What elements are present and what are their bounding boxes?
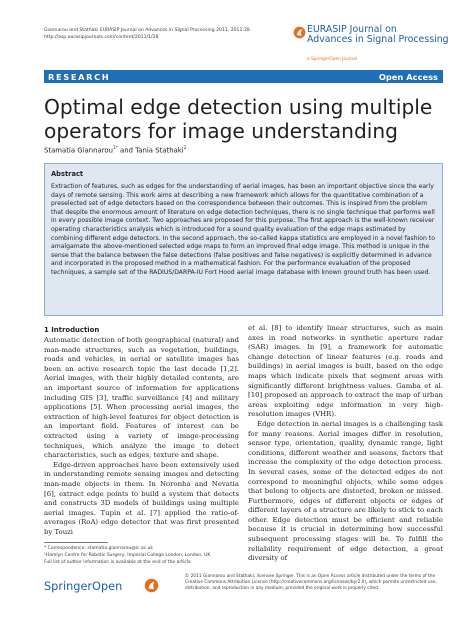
springeropen-wordmark: SpringerOpen — [44, 580, 123, 593]
body-paragraph: et al. [8] to identify linear structures, such as main axes in road networks in synthetic aperture radar (SAR) images. In [9], a framework for automatic change detection of linear features (e.g. roads and buildings) in aerial images is built, based on the edge maps which indicate pixels that segment areas with significantly different brightness values. Gamba et al. [10] proposed an approach to extract the map of urban areas exploiting edge information in very high-resolution images (VHR). — [248, 324, 443, 419]
abstract-box — [44, 163, 443, 316]
journal-name-line2: Advances in Signal Processing — [307, 34, 449, 46]
abstract-heading: Abstract — [51, 170, 84, 178]
journal-name-line1: EURASIP Journal on — [307, 24, 397, 35]
article-type-label: RESEARCH — [48, 71, 111, 82]
section-heading-introduction: 1 Introduction — [44, 326, 100, 334]
correspondence-note[interactable]: * Correspondence: stamatia.giannarou@ic.ac.uk — [44, 546, 154, 551]
article-type-banner — [44, 70, 443, 83]
springeropen-logo[interactable] — [44, 578, 164, 596]
springer-horse-icon — [144, 578, 159, 593]
author-2[interactable]: and Tania Stathaki — [117, 146, 184, 155]
article-url-link[interactable]: http://asp.eurasipjournals.com/content/2011/1/28 — [44, 35, 159, 41]
body-paragraph: Automatic detection of both geographical (natural) and man-made structures, such as vegetation, buildings, roads and vehicles, in aerial or satellite images has been an active research topic the last decade [1,2]. Aerial images, with their highly detailed contents, are an important source of information for applications including GIS [3], traffic surveillance [4] and military applications [5]. When processing aerial images, the extraction of high-level features for object detection is an important field. Features of interest can be extracted using a variety of image-processing techniques, which analyze the image to detect characteristics, such as edges, texture and shape. — [44, 336, 239, 460]
author-2-affiliation-mark: 2 — [183, 146, 187, 151]
footnotes — [44, 546, 244, 567]
footnote-divider — [44, 542, 108, 543]
author-1[interactable]: Stamatia Giannarou — [44, 146, 113, 155]
running-header — [44, 27, 250, 41]
author-line — [44, 146, 186, 154]
body-paragraph: Edge-driven approaches have been extensively used in understanding remote sensing images and detecting man-made objects in them. In Noronha and Nevatia [6], extract edge points to build a system that detects and constructs 3D models of buildings using multiple aerial images. Tupin et al. [7] applied the ratio-of-averages (RoA) edge detector that was first presented by Touzi — [44, 460, 239, 536]
author-1-affiliation-mark: 1* — [112, 146, 118, 151]
body-column-left — [44, 324, 239, 537]
abstract-text: Extraction of features, such as edges for the understanding of aerial images, has been an important objective since the early days of remote sensing. This work aims at describing a new framework which allows for the quantitative combination of a preselected set of edge detectors based on the correspondence between their outcomes. This is inspired from the problem that despite the enormous amount of literature on edge detection techniques, there is no single technique that performs well in every possible image context. Two approaches are proposed for this purpose. The first approach is the well-known receiver operating characteristics analysis which is introduced for a sound quality evaluation of the edge maps estimated by combining different edge detectors. In the second approach, the so-called kappa statistics are employed in a novel fashion to amalgamate the above-mentioned selected edge maps to form an improved final edge image. This method is unique in the sense that the balance between the false detections (false positives and false negatives) is explicitly determined in advance and incorporated in the proposed method in a mathematical fashion. For the performance evaluation of the proposed techniques, a sample set of the RADIUS/DARPA-IU Fort Hood aerial image database with known ground truth has been used. — [51, 183, 435, 276]
journal-subtitle: a SpringerOpen Journal — [307, 57, 357, 62]
journal-name — [307, 25, 449, 45]
affiliation-note: ¹Hamlyn Centre for Robotic Surgery, Imperial College London, London, UK — [44, 552, 211, 558]
open-access-label: Open Access — [378, 71, 438, 82]
springer-horse-icon — [293, 26, 306, 39]
author-info-note: Full list of author information is available at the end of the article — [44, 559, 191, 565]
citation-line: Giannarou and Stathaki EURASIP Journal on Advances in Signal Processing 2011, 2011:28 — [44, 28, 250, 33]
license-statement: © 2011 Giannarou and Stathaki; licensee Springer. This is an Open Access article distributed under the terms of the Creative Commons Attribution License (http://creativecommons.org/licenses/by/2.0), which permits unrestricted use, distribution, and reproduction in any medium, provided the original work is properly cited. — [185, 574, 437, 592]
body-column-right — [248, 324, 443, 564]
body-paragraph: Edge detection in aerial images is a challenging task for many reasons. Aerial images differ in resolution, sensor type, orientation, quality, dynamic range, light conditions, different weather and seasons, factors that increase the complexity of the edge detection process. In several cases, some of the detected edges do not correspond to meaningful objects, while some edges that belong to objects are distorted, broken or missed. Furthermore, edges of different objects or edges of different layers of a structure are likely to stick to each other. Edge detection must be efficient and reliable because it is crucial in determining how successful subsequent processing stages will be. To fulfill the reliability requirement of edge detection, a great diversity of — [248, 419, 443, 563]
article-title: Optimal edge detection using multiple operators for image understanding — [44, 95, 433, 143]
